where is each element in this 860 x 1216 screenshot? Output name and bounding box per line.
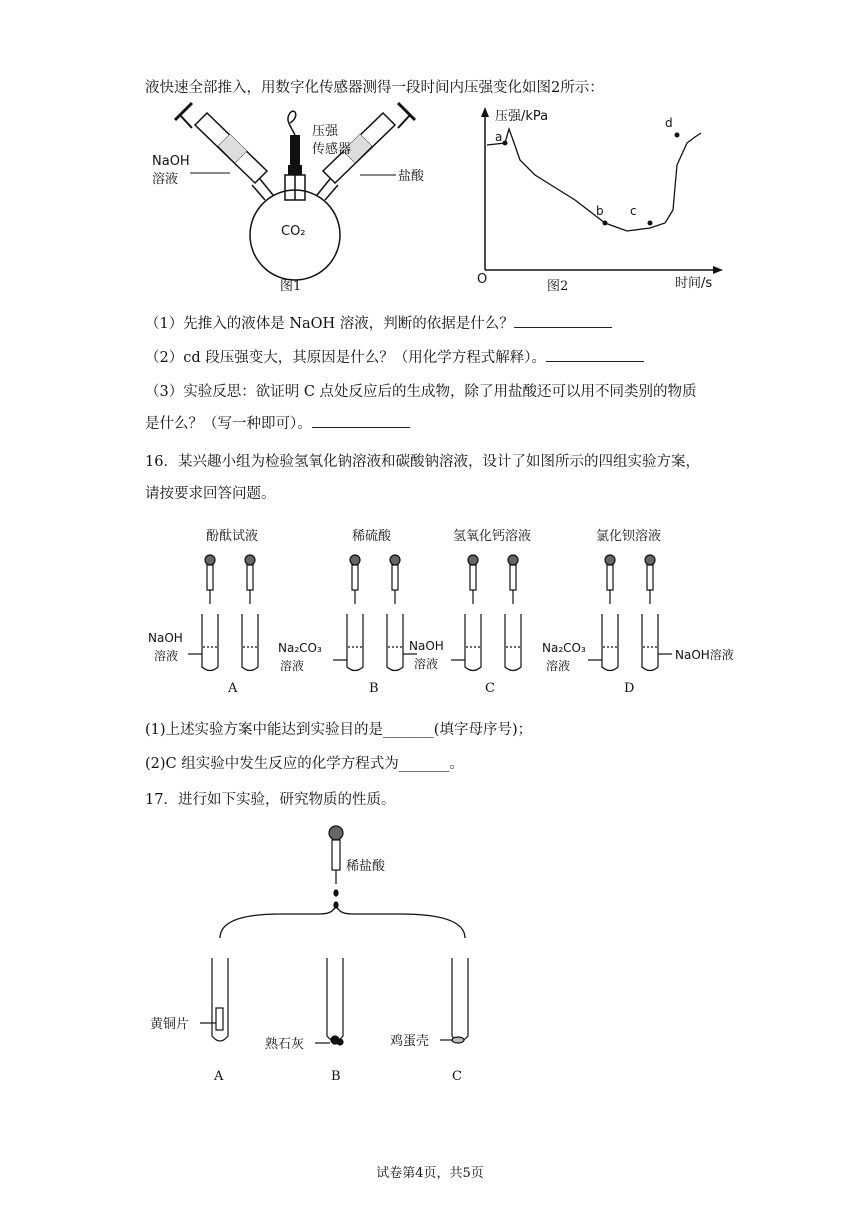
pressure-curve bbox=[487, 129, 701, 231]
tube-c bbox=[452, 958, 468, 1041]
q17-group-b: B bbox=[331, 1069, 341, 1084]
q15-sub1: （1）先推入的液体是 NaOH 溶液，判断的依据是什么？ bbox=[145, 312, 612, 333]
group-c: C bbox=[485, 681, 495, 696]
fig2-point-a: a bbox=[495, 130, 503, 144]
q15-sub2: （2）cd 段压强变大，其原因是什么？（用化学方程式解释）。 bbox=[145, 346, 644, 367]
q17-group-a: A bbox=[214, 1069, 224, 1084]
fig1-gas-label: CO₂ bbox=[281, 224, 306, 239]
label-bc-naoh: NaOH bbox=[409, 639, 444, 653]
dropper-b2 bbox=[390, 555, 400, 604]
q15-sub3b: 是什么？（写一种即可）。 bbox=[145, 412, 410, 433]
pressure-sensor bbox=[288, 111, 300, 200]
label-b-sol: 溶液 bbox=[280, 659, 305, 673]
intro-line: 液快速全部推入，用数字化传感器测得一段时间内压强变化如图2所示： bbox=[145, 80, 604, 96]
q17-acid-label: 稀盐酸 bbox=[346, 859, 386, 874]
label-a-sol: 溶液 bbox=[154, 649, 179, 663]
tube-set bbox=[188, 555, 672, 671]
reagent-sulfuric-acid: 稀硫酸 bbox=[352, 529, 392, 544]
group-d: D bbox=[624, 681, 635, 696]
label-d-na2co3: Na₂CO₃ bbox=[542, 641, 586, 655]
dropper-d1 bbox=[605, 555, 615, 604]
q16-sub2: (2)C 组实验中发生反应的化学方程式为_______。 bbox=[145, 756, 464, 772]
dropper-a1 bbox=[205, 555, 215, 604]
reagent-calcium-hydroxide: 氢氧化钙溶液 bbox=[453, 529, 532, 544]
figure-2-pressure-graph bbox=[475, 105, 735, 295]
fig1-acid-label: 盐酸 bbox=[398, 169, 425, 184]
group-a: A bbox=[228, 681, 238, 696]
q16-sub1: (1)上述实验方案中能达到实验目的是_______(填字母序号)； bbox=[145, 722, 533, 738]
fig2-ylabel: 压强/kPa bbox=[495, 109, 549, 124]
figure-1-apparatus bbox=[140, 105, 440, 300]
item-eggshell: 鸡蛋壳 bbox=[390, 1034, 430, 1049]
fig2-point-c: c bbox=[630, 204, 637, 218]
answer-blank-3[interactable] bbox=[312, 413, 410, 428]
q16-test-tube-figure bbox=[140, 522, 750, 702]
fig2-origin: O bbox=[477, 272, 488, 287]
q17-figure bbox=[140, 818, 520, 1098]
page-footer: 试卷第4页，共5页 bbox=[376, 1166, 484, 1181]
answer-blank-2[interactable] bbox=[546, 347, 644, 362]
brace bbox=[220, 902, 465, 938]
fig1-naoh-label-2: 溶液 bbox=[152, 172, 179, 187]
q17-line-1: 17．进行如下实验，研究物质的性质。 bbox=[145, 792, 396, 808]
fig2-xlabel: 时间/s bbox=[675, 276, 713, 291]
left-syringe bbox=[175, 103, 267, 183]
reagent-barium-chloride: 氯化钡溶液 bbox=[596, 529, 662, 544]
dropper-b1 bbox=[350, 555, 360, 604]
label-bc-sol: 溶液 bbox=[414, 657, 439, 671]
item-brass: 黄铜片 bbox=[150, 1017, 190, 1032]
q17-group-c: C bbox=[452, 1069, 462, 1084]
q16-line-2: 请按要求回答问题。 bbox=[145, 486, 276, 502]
dropper-a2 bbox=[245, 555, 255, 604]
label-b-na2co3: Na₂CO₃ bbox=[278, 641, 322, 655]
tube-b bbox=[327, 958, 343, 1041]
label-a-naoh: NaOH bbox=[148, 631, 183, 645]
q15-sub3a: （3）实验反思：欲证明 C 点处反应后的生成物，除了用盐酸还可以用不同类别的物质 bbox=[145, 384, 697, 400]
dropper-d2 bbox=[645, 555, 655, 604]
label-d-naoh-sol: NaOH溶液 bbox=[675, 648, 734, 662]
answer-blank-1[interactable] bbox=[514, 313, 612, 328]
item-slaked-lime: 熟石灰 bbox=[265, 1037, 305, 1052]
fig1-sensor-label-2: 传感器 bbox=[312, 142, 352, 157]
hcl-dropper bbox=[329, 826, 343, 908]
q16-line-1: 16．某兴趣小组为检验氢氧化钠溶液和碳酸钠溶液，设计了如图所示的四组实验方案， bbox=[145, 454, 700, 470]
dropper-c1 bbox=[468, 555, 478, 604]
fig1-caption: 图1 bbox=[280, 279, 302, 294]
fig1-naoh-label: NaOH bbox=[152, 154, 190, 169]
fig1-sensor-label-1: 压强 bbox=[312, 124, 339, 139]
label-d-sol: 溶液 bbox=[546, 659, 571, 673]
fig2-point-b: b bbox=[596, 204, 604, 218]
fig2-point-d: d bbox=[665, 116, 673, 130]
group-b: B bbox=[369, 681, 379, 696]
reagent-phenolphthalein: 酚酞试液 bbox=[206, 529, 259, 544]
fig2-caption: 图2 bbox=[547, 279, 569, 294]
dropper-c2 bbox=[508, 555, 518, 604]
